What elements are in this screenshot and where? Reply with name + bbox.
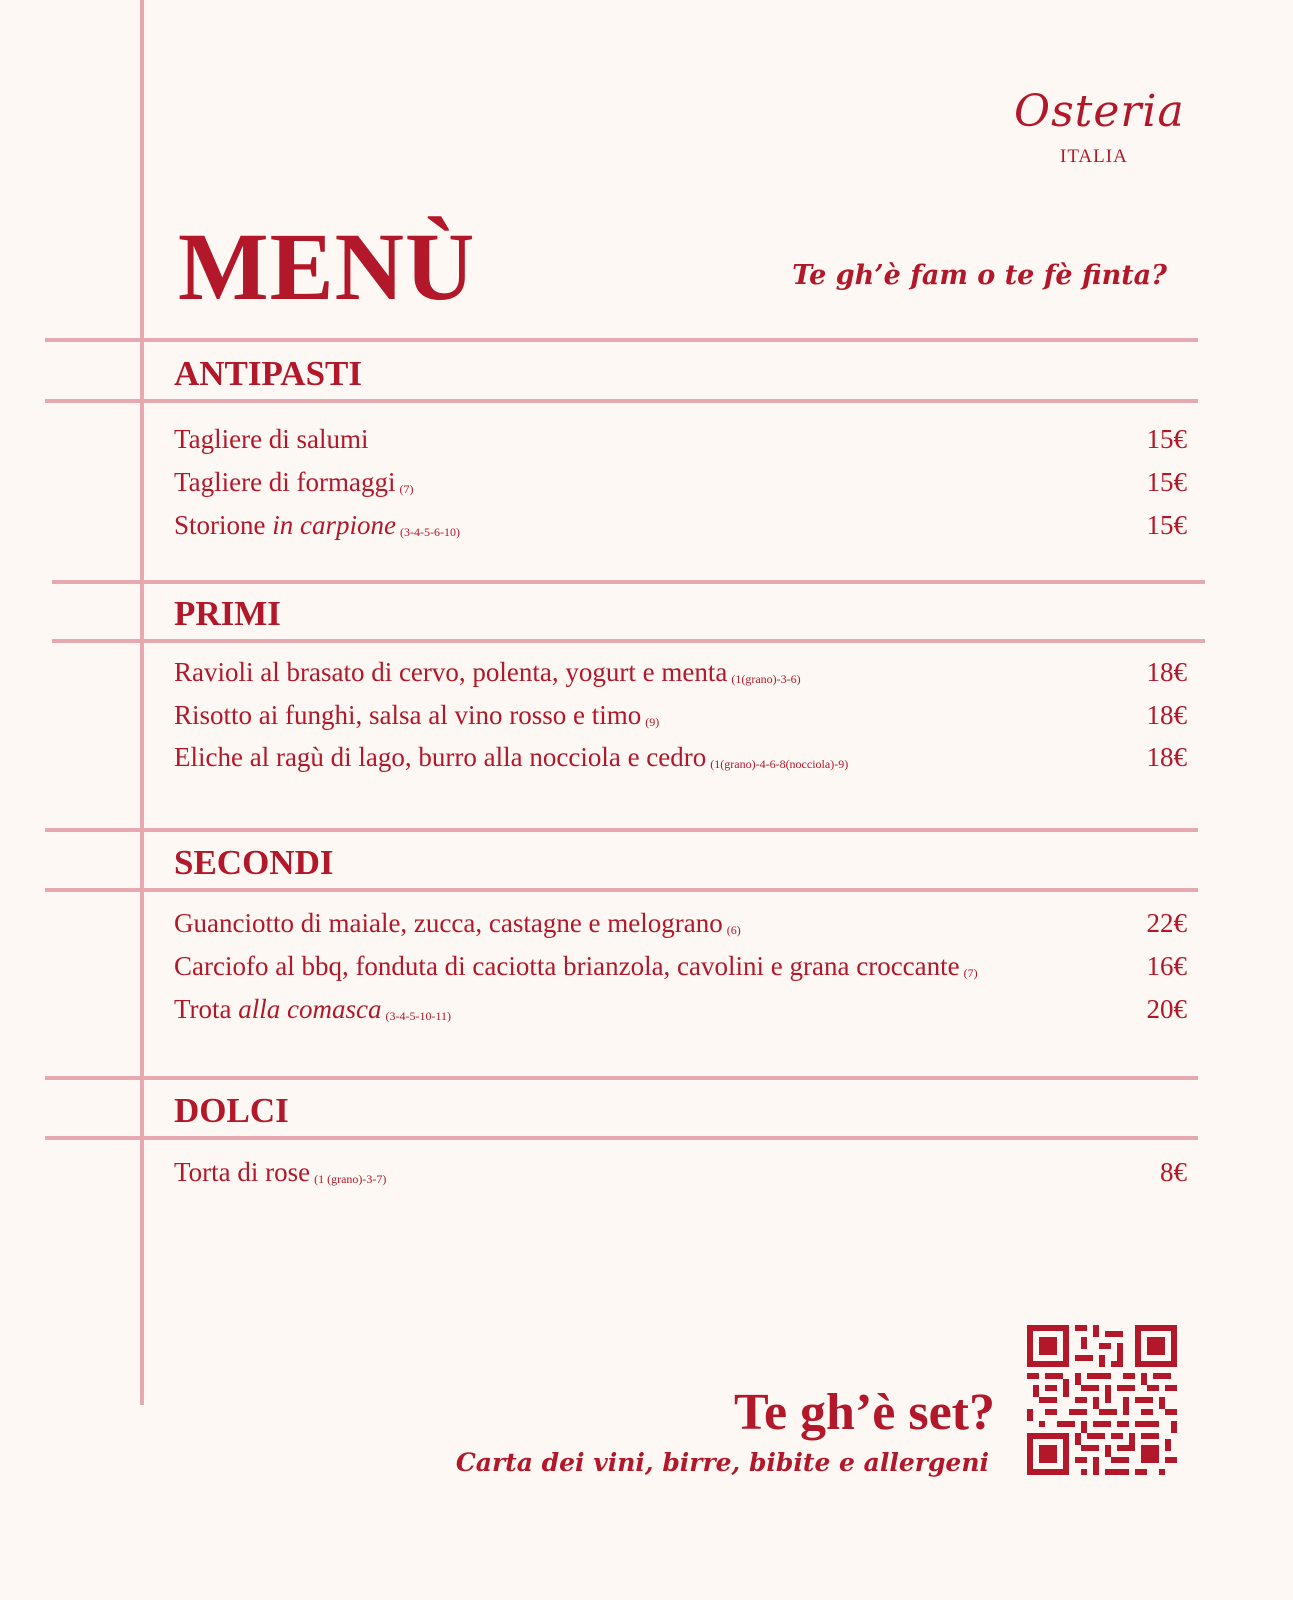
menu-item: [174, 421, 1187, 457]
menu-item: [174, 905, 1187, 941]
menu-item-name: Eliche al ragù di lago, burro alla nocciola e cedro (1(grano)-4-6-8(nocciola)-9): [174, 742, 849, 772]
menu-item-name: Guanciotto di maiale, zucca, castagne e melograno (6): [174, 908, 741, 938]
logo-script: Osteria: [1014, 86, 1185, 137]
menu-item-name: Risotto ai funghi, salsa al vino rosso e timo (9): [174, 700, 660, 730]
menu-item-allergens: (1 (grano)-3-7): [314, 1172, 387, 1186]
menu-item-price: 8€: [1160, 1157, 1187, 1187]
menu-item-name: Tagliere di salumi: [174, 424, 369, 454]
menu-item-name: Storione in carpione (3-4-5-6-10): [174, 510, 460, 540]
menu-item: [174, 739, 1187, 775]
section-title-antipasti: ANTIPASTI: [174, 354, 363, 393]
menu-item-name: Ravioli al brasato di cervo, polenta, yogurt e menta (1(grano)-3-6): [174, 657, 801, 687]
menu-item-price: 22€: [1146, 908, 1187, 938]
menu-item: [174, 1154, 1187, 1190]
menu-item-price: 15€: [1146, 424, 1187, 454]
menu-item-name: Torta di rose (1 (grano)-3-7): [174, 1157, 387, 1187]
menu-item: [174, 697, 1187, 733]
menu-item-name: Carciofo al bbq, fonduta di caciotta brianzola, cavolini e grana croccante (7): [174, 951, 978, 981]
menu-item-name: Tagliere di formaggi (7): [174, 467, 414, 497]
menu-item-price: 18€: [1146, 657, 1187, 687]
menu-item-allergens: (1(grano)-3-6): [731, 672, 801, 686]
section-rule: [45, 338, 1198, 342]
menu-item-allergens: (1(grano)-4-6-8(nocciola)-9): [710, 757, 849, 771]
logo: [1010, 84, 1185, 174]
section-rule: [45, 828, 1198, 832]
menu-item-price: 20€: [1146, 994, 1187, 1024]
qr-code-icon[interactable]: [1027, 1325, 1177, 1475]
vertical-rule: [140, 0, 144, 1405]
menu-item-price: 18€: [1146, 742, 1187, 772]
tagline: Te gh’è fam o te fè finta?: [792, 260, 1167, 291]
section-rule: [52, 580, 1205, 584]
menu-item: [174, 464, 1187, 500]
menu-item-allergens: (3-4-5-10-11): [385, 1009, 452, 1023]
menu-item-price: 18€: [1146, 700, 1187, 730]
menu-item-allergens: (3-4-5-6-10): [399, 525, 460, 539]
menu-item: [174, 948, 1187, 984]
menu-item-name: Trota alla comasca (3-4-5-10-11): [174, 994, 452, 1024]
menu-item: [174, 654, 1187, 690]
section-rule: [45, 1136, 1198, 1140]
section-rule: [52, 639, 1205, 643]
menu-item-price: 15€: [1146, 467, 1187, 497]
footer-subtitle: Carta dei vini, birre, bibite e allergeni: [455, 1448, 989, 1477]
menu-item-allergens: (9): [645, 715, 660, 729]
menu-item: [174, 507, 1187, 543]
section-title-dolci: DOLCI: [174, 1091, 289, 1130]
menu-item-allergens: (6): [726, 923, 741, 937]
menu-item: [174, 991, 1187, 1027]
menu-item-price: 16€: [1146, 951, 1187, 981]
section-title-secondi: SECONDI: [174, 843, 334, 882]
section-rule: [45, 1076, 1198, 1080]
menu-item-price: 15€: [1146, 510, 1187, 540]
menu-item-allergens: (7): [963, 966, 978, 980]
menu-item-allergens: (7): [399, 482, 414, 496]
logo-subtitle: ITALIA: [1060, 146, 1128, 167]
footer-title: Te gh’è set?: [734, 1384, 995, 1441]
page-title: MENÙ: [178, 213, 476, 320]
section-title-primi: PRIMI: [174, 594, 281, 633]
section-rule: [45, 888, 1198, 892]
section-rule: [45, 399, 1198, 403]
